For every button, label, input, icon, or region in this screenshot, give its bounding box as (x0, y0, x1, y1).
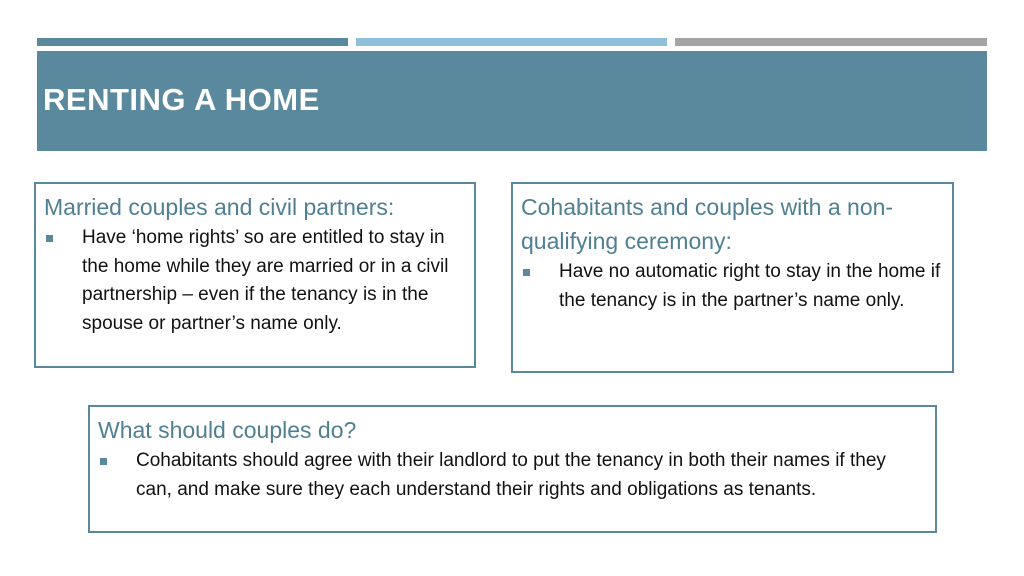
box-heading: What should couples do? (98, 417, 357, 443)
bullet-item (521, 258, 942, 315)
square-bullet-icon (523, 269, 530, 276)
married-couples-box (34, 182, 476, 368)
square-bullet-icon (46, 235, 53, 242)
accent-bar-left (37, 38, 348, 46)
bullet-item (44, 224, 464, 338)
accent-bar-middle (356, 38, 667, 46)
box-heading: Married couples and civil partners: (44, 194, 395, 220)
bullet-text: Have ‘home rights’ so are entitled to stay in the home while they are married or in a civil partnership – even if the tenancy is in the spouse or partner’s name only. (82, 227, 449, 334)
box-heading: Cohabitants and couples with a non-qualifying ceremony: (521, 194, 894, 254)
what-should-couples-do-box (88, 405, 937, 533)
title-band (37, 51, 987, 151)
cohabitants-box (511, 182, 954, 373)
bullet-text: Cohabitants should agree with their landlord to put the tenancy in both their names if they can, and make sure they each understand their rights and obligations as tenants. (136, 450, 886, 500)
bullet-text: Have no automatic right to stay in the home if the tenancy is in the partner’s name only. (559, 261, 941, 311)
bullet-item (98, 447, 925, 504)
slide-title: RENTING A HOME (43, 82, 320, 117)
accent-bar-right (675, 38, 987, 46)
square-bullet-icon (100, 458, 107, 465)
